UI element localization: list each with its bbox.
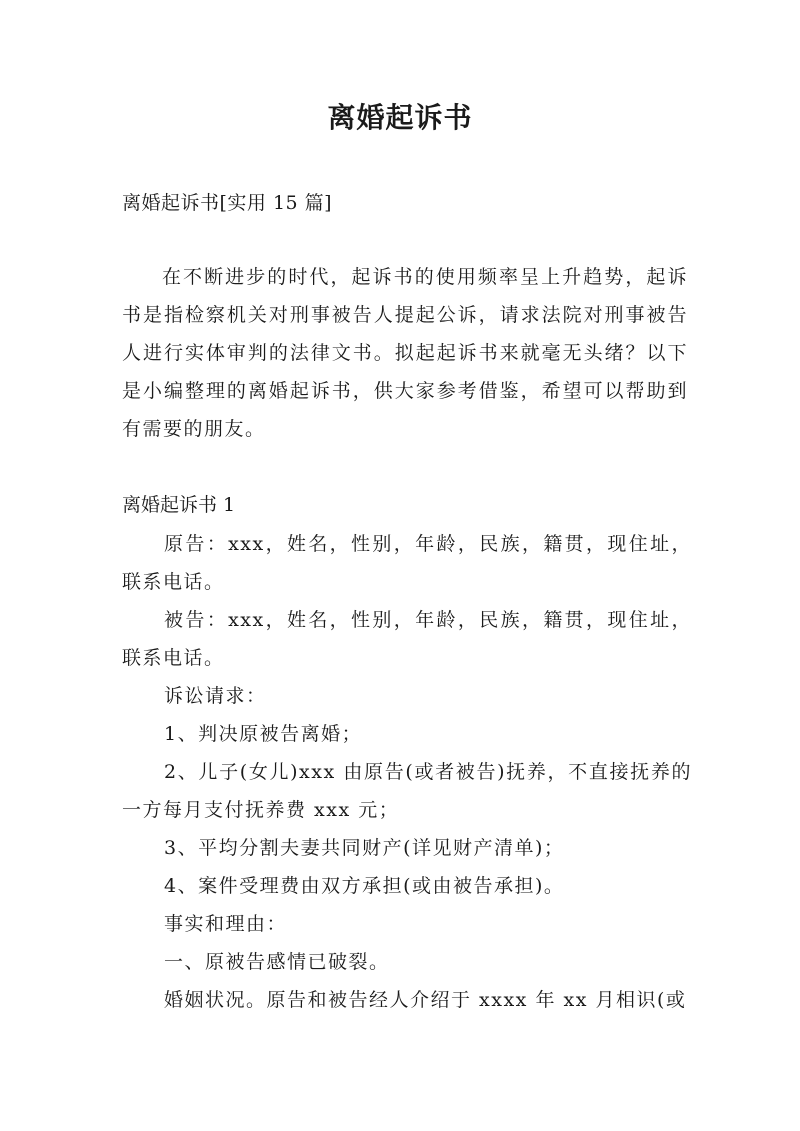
- body-text: [122, 525, 692, 1019]
- claim-item-3: 3、平均分割夫妻共同财产(详见财产清单)；: [164, 837, 565, 859]
- claim-item-2: 2、儿子(女儿)xxx 由原告(或者被告)抚养，不直接抚养的一方每月支付抚养费 xxx 元；: [122, 761, 692, 821]
- claim-item-4: 4、案件受理费由双方承担(或由被告承担)。: [164, 875, 565, 897]
- document-subtitle: 离婚起诉书[实用 15 篇]: [122, 192, 333, 214]
- facts-point-1: 一、原被告感情已破裂。: [164, 951, 390, 973]
- section-heading: 离婚起诉书 1: [122, 494, 236, 516]
- plaintiff-paragraph: 原告：xxx，姓名，性别，年龄，民族，籍贯，现住址，联系电话。: [122, 533, 692, 593]
- claim-item-1: 1、判决原被告离婚；: [164, 723, 363, 745]
- document-title: 离婚起诉书: [327, 101, 473, 134]
- defendant-paragraph: 被告：xxx，姓名，性别，年龄，民族，籍贯，现住址，联系电话。: [122, 609, 692, 669]
- intro-paragraph: 在不断进步的时代，起诉书的使用频率呈上升趋势，起诉书是指检察机关对刑事被告人提起公诉，请求法院对刑事被告人进行实体审判的法律文书。拟起起诉书来就毫无头绪？以下是小编整理的离婚起诉书，供大家参考借鉴，希望可以帮助到有需要的朋友。: [122, 266, 688, 440]
- facts-heading: 事实和理由：: [164, 913, 288, 935]
- marriage-status-paragraph: 婚姻状况。原告和被告经人介绍于 xxxx 年 xx 月相识(或: [164, 989, 687, 1011]
- claims-heading: 诉讼请求：: [164, 685, 267, 707]
